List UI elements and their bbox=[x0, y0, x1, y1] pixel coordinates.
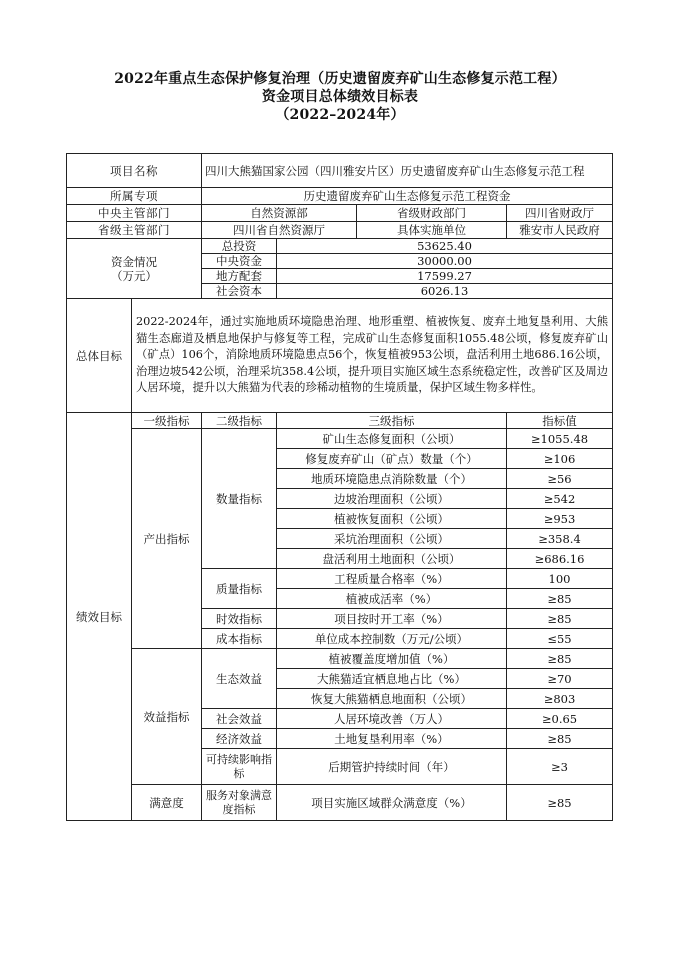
indicator-value: ≥85 bbox=[507, 649, 613, 669]
special-label: 所属专项 bbox=[67, 188, 202, 205]
indicator-value: ≥542 bbox=[507, 489, 613, 509]
row-central-dept bbox=[67, 205, 613, 222]
funds-label bbox=[67, 239, 202, 299]
project-name-label: 项目名称 bbox=[67, 154, 202, 188]
indicator-value: ≥0.65 bbox=[507, 709, 613, 729]
indicator-name: 恢复大熊猫栖息地面积（公顷） bbox=[277, 689, 507, 709]
overall-goal-text: 2022-2024年，通过实施地质环境隐患治理、地形重塑、植被恢复、废弃土地复垦利用、大熊猫生态廊道及栖息地保护与修复等工程，完成矿山生态修复面积1055.48公顷，修复废弃矿山（矿点）106个，消除地质环境隐患点56个，恢复植被953公顷，盘活利用土地686.16公顷，治理边坡542公顷，治理采坑358.4公顷，提升项目实施区域生态系统稳定性，改善矿区及周边人居环境，提升以大熊猫为代表的珍稀动植物的生境质量，保护区域生物多样性。 bbox=[132, 299, 613, 413]
indicator-value: ≥358.4 bbox=[507, 529, 613, 549]
fund-name: 总投资 bbox=[202, 239, 277, 254]
fund-name: 社会资本 bbox=[202, 284, 277, 299]
central-dept-label: 中央主管部门 bbox=[67, 205, 202, 222]
indicator-name: 盘活利用土地面积（公顷） bbox=[277, 549, 507, 569]
performance-goal-table bbox=[66, 153, 613, 821]
fund-name: 中央资金 bbox=[202, 254, 277, 269]
provincial-dept-label: 省级主管部门 bbox=[67, 222, 202, 239]
header-level1: 一级指标 bbox=[132, 413, 202, 429]
indicator-value: ≥56 bbox=[507, 469, 613, 489]
indicator-name: 土地复垦利用率（%） bbox=[277, 729, 507, 749]
fund-value: 30000.00 bbox=[277, 254, 613, 269]
cost-label: 成本指标 bbox=[202, 629, 277, 649]
title-line-2: 资金项目总体绩效目标表 bbox=[261, 89, 419, 105]
indicator-name: 植被覆盖度增加值（%） bbox=[277, 649, 507, 669]
indicator-name: 人居环境改善（万人） bbox=[277, 709, 507, 729]
fund-value: 53625.40 bbox=[277, 239, 613, 254]
indicator-value: ≥85 bbox=[507, 589, 613, 609]
indicator-value: ≥85 bbox=[507, 785, 613, 821]
fund-name: 地方配套 bbox=[202, 269, 277, 284]
header-level2: 二级指标 bbox=[202, 413, 277, 429]
indicator-value: ≥85 bbox=[507, 729, 613, 749]
indicator-name: 项目实施区域群众满意度（%） bbox=[277, 785, 507, 821]
ecological-label: 生态效益 bbox=[202, 649, 277, 709]
indicator-name: 植被恢复面积（公顷） bbox=[277, 509, 507, 529]
indicator-name: 采坑治理面积（公顷） bbox=[277, 529, 507, 549]
provincial-finance-value: 四川省财政厅 bbox=[507, 205, 613, 222]
provincial-dept-value: 四川省自然资源厅 bbox=[202, 222, 357, 239]
row-special bbox=[67, 188, 613, 205]
central-dept-value: 自然资源部 bbox=[202, 205, 357, 222]
overall-goal-label: 总体目标 bbox=[67, 299, 132, 413]
sustainable-label: 可持续影响指标 bbox=[202, 749, 277, 785]
row-fund-total bbox=[67, 239, 613, 254]
output-label: 产出指标 bbox=[132, 429, 202, 649]
indicator-value: ≥686.16 bbox=[507, 549, 613, 569]
indicator-value: ≥106 bbox=[507, 449, 613, 469]
indicator-value: ≥1055.48 bbox=[507, 429, 613, 449]
timeliness-label: 时效指标 bbox=[202, 609, 277, 629]
indicator-name: 大熊猫适宜栖息地占比（%） bbox=[277, 669, 507, 689]
table-row bbox=[67, 429, 613, 449]
funds-label-line-1: 资金情况 bbox=[111, 254, 157, 269]
table-row bbox=[67, 785, 613, 821]
header-value: 指标值 bbox=[507, 413, 613, 429]
satisfaction-label: 满意度 bbox=[132, 785, 202, 821]
title-line-3: （2022–2024年） bbox=[275, 107, 405, 123]
economic-label: 经济效益 bbox=[202, 729, 277, 749]
satisfaction-sub-label: 服务对象满意度指标 bbox=[202, 785, 277, 821]
indicator-name: 工程质量合格率（%） bbox=[277, 569, 507, 589]
indicator-name: 后期管护持续时间（年） bbox=[277, 749, 507, 785]
indicator-name: 修复废弃矿山（矿点）数量（个） bbox=[277, 449, 507, 469]
indicator-value: ≥70 bbox=[507, 669, 613, 689]
project-name-value: 四川大熊猫国家公园（四川雅安片区）历史遗留废弃矿山生态修复示范工程 bbox=[202, 154, 613, 188]
social-label: 社会效益 bbox=[202, 709, 277, 729]
indicator-name: 项目按时开工率（%） bbox=[277, 609, 507, 629]
perf-label: 绩效目标 bbox=[67, 413, 132, 821]
indicator-value: ≥953 bbox=[507, 509, 613, 529]
indicator-value: ≥85 bbox=[507, 609, 613, 629]
fund-value: 6026.13 bbox=[277, 284, 613, 299]
impl-unit-value: 雅安市人民政府 bbox=[507, 222, 613, 239]
indicator-name: 地质环境隐患点消除数量（个） bbox=[277, 469, 507, 489]
benefit-label: 效益指标 bbox=[132, 649, 202, 785]
row-perf-header bbox=[67, 413, 613, 429]
title-line-1: 2022年重点生态保护修复治理（历史遗留废弃矿山生态修复示范工程） bbox=[114, 71, 566, 87]
impl-unit-label: 具体实施单位 bbox=[357, 222, 507, 239]
fund-value: 17599.27 bbox=[277, 269, 613, 284]
funds-label-line-2: （万元） bbox=[111, 268, 157, 283]
row-overall-goal bbox=[67, 299, 613, 413]
quality-label: 质量指标 bbox=[202, 569, 277, 609]
special-value: 历史遗留废弃矿山生态修复示范工程资金 bbox=[202, 188, 613, 205]
row-provincial-dept bbox=[67, 222, 613, 239]
page-title bbox=[0, 70, 680, 124]
indicator-name: 矿山生态修复面积（公顷） bbox=[277, 429, 507, 449]
quantity-label: 数量指标 bbox=[202, 429, 277, 569]
table-row bbox=[67, 649, 613, 669]
indicator-name: 单位成本控制数（万元/公顷） bbox=[277, 629, 507, 649]
indicator-name: 边坡治理面积（公顷） bbox=[277, 489, 507, 509]
indicator-value: ≤55 bbox=[507, 629, 613, 649]
indicator-name: 植被成活率（%） bbox=[277, 589, 507, 609]
header-level3: 三级指标 bbox=[277, 413, 507, 429]
indicator-value: ≥3 bbox=[507, 749, 613, 785]
provincial-finance-label: 省级财政部门 bbox=[357, 205, 507, 222]
indicator-value: 100 bbox=[507, 569, 613, 589]
indicator-value: ≥803 bbox=[507, 689, 613, 709]
row-project-name bbox=[67, 154, 613, 188]
